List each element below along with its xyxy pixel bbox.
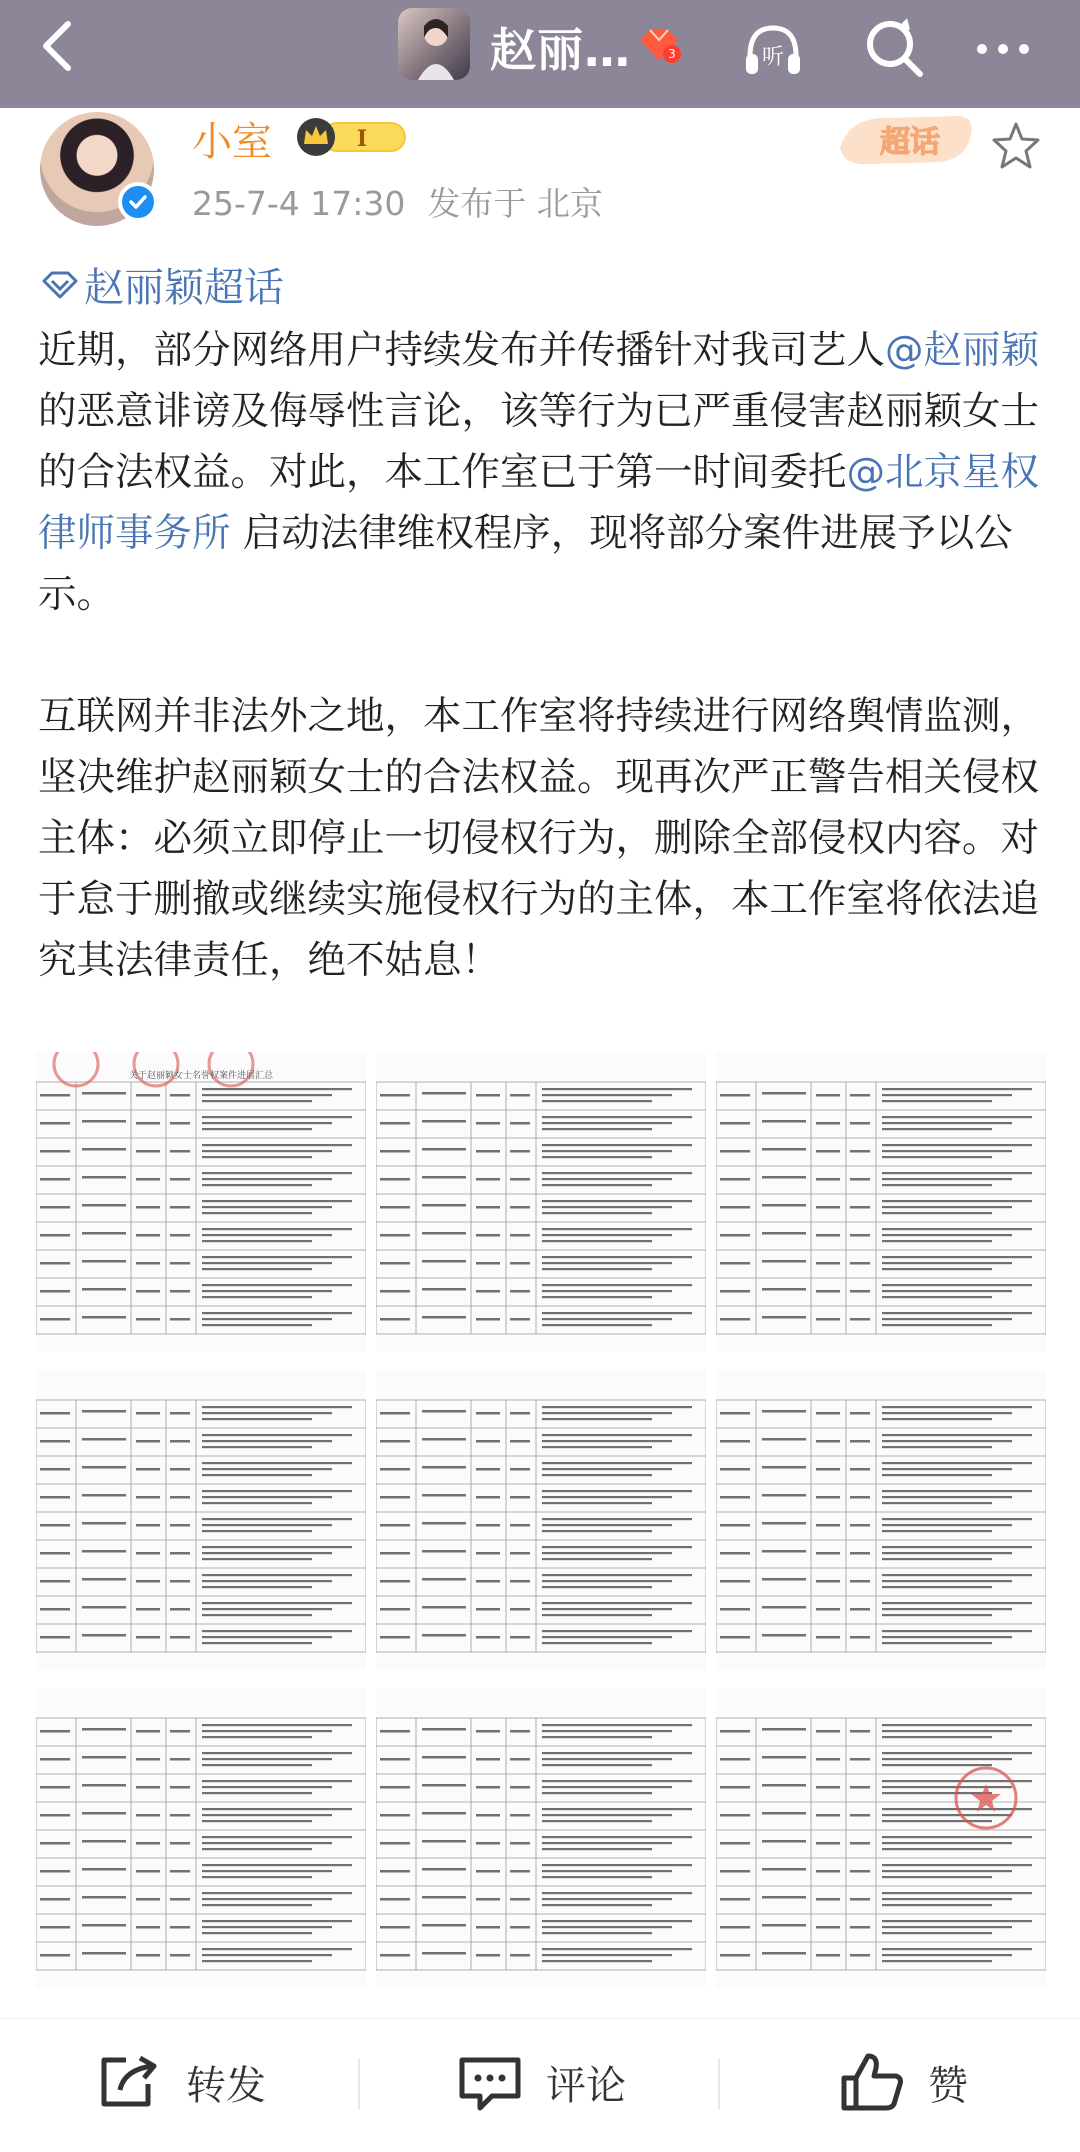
document-image[interactable] bbox=[36, 1370, 366, 1670]
post-paragraph-2: 互联网并非法外之地，本工作室将持续进行网络舆情监测，坚决维护赵丽颖女士的合法权益。现再次严正警告相关侵权主体：必须立即停止一切侵权行为，删除全部侵权内容。对于怠于删撤或继续实施侵权行为的主体，本工作室将依法追究其法律责任，绝不姑息！ bbox=[38, 694, 1040, 983]
repost-label: 转发 bbox=[186, 2062, 266, 2109]
page-title: 赵丽… bbox=[490, 23, 631, 77]
document-page-graphic bbox=[376, 1688, 706, 1988]
document-page-graphic bbox=[36, 1052, 366, 1352]
search-icon[interactable] bbox=[860, 14, 930, 84]
document-page-graphic bbox=[716, 1052, 1046, 1352]
comment-button[interactable] bbox=[456, 2047, 626, 2117]
document-image[interactable] bbox=[376, 1688, 706, 1988]
member-crown-icon bbox=[294, 116, 410, 158]
document-image[interactable] bbox=[36, 1052, 366, 1352]
member-badge-label: I bbox=[356, 126, 368, 152]
bottom-action-bar bbox=[0, 2018, 1080, 2152]
like-label: 赞 bbox=[928, 2062, 968, 2109]
comment-icon bbox=[456, 2052, 524, 2112]
svg-text:听: 听 bbox=[761, 45, 785, 70]
favorite-star-icon[interactable] bbox=[990, 120, 1042, 172]
document-page-graphic bbox=[376, 1370, 706, 1670]
super-topic-link[interactable] bbox=[40, 256, 284, 313]
divider bbox=[718, 2059, 720, 2109]
top-nav-bar bbox=[0, 0, 1080, 108]
verified-icon bbox=[118, 182, 158, 222]
mention-link[interactable]: @北京星权律师事务所 bbox=[38, 450, 1040, 556]
level-badge-icon bbox=[636, 26, 682, 64]
thumbs-up-icon bbox=[838, 2050, 906, 2114]
post-meta bbox=[192, 178, 603, 225]
username[interactable]: 小室 bbox=[192, 119, 272, 165]
post-paragraph-1: 近期，部分网络用户持续发布并传播针对我司艺人@赵丽颖 的恶意诽谤及侮辱性言论，该等行为已严重侵害赵丽颖女士的合法权益。对此，本工作室已于第一时间委托@北京星权律师事务所 启动法律维权程序，现将部分案件进展予以公示。 bbox=[38, 328, 1040, 617]
document-page-graphic bbox=[36, 1370, 366, 1670]
diamond-icon bbox=[40, 269, 80, 301]
image-grid bbox=[36, 1052, 1046, 1992]
document-caption: 关于赵丽颖女士名誉权案件进展汇总 bbox=[128, 1071, 274, 1081]
divider bbox=[358, 2059, 360, 2109]
more-icon[interactable] bbox=[968, 14, 1038, 84]
document-page-graphic bbox=[376, 1052, 706, 1352]
document-image[interactable] bbox=[376, 1052, 706, 1352]
level-badge-number: 3 bbox=[668, 47, 676, 61]
document-image[interactable] bbox=[376, 1370, 706, 1670]
comment-label: 评论 bbox=[546, 2062, 626, 2109]
share-icon bbox=[96, 2052, 164, 2112]
back-arrow-icon[interactable] bbox=[30, 16, 90, 76]
document-page-graphic bbox=[716, 1370, 1046, 1670]
mention-link[interactable]: @赵丽颖 bbox=[885, 328, 1040, 373]
listen-icon[interactable] bbox=[738, 14, 808, 84]
super-topic-avatar[interactable] bbox=[398, 8, 470, 80]
document-image[interactable] bbox=[716, 1370, 1046, 1670]
like-button[interactable] bbox=[838, 2047, 968, 2117]
post-location: 发布于 北京 bbox=[427, 184, 603, 223]
post-timestamp: 25-7-4 17:30 bbox=[192, 184, 406, 223]
document-image[interactable] bbox=[716, 1052, 1046, 1352]
repost-button[interactable] bbox=[96, 2047, 266, 2117]
document-image[interactable] bbox=[716, 1688, 1046, 1988]
super-topic-badge[interactable] bbox=[830, 108, 980, 174]
document-page-graphic bbox=[716, 1688, 1046, 1988]
topic-label: 赵丽颖超话 bbox=[84, 265, 284, 311]
post-body bbox=[38, 320, 1048, 991]
super-topic-badge-label: 超话 bbox=[880, 125, 940, 160]
document-image[interactable] bbox=[36, 1688, 366, 1988]
document-page-graphic bbox=[36, 1688, 366, 1988]
